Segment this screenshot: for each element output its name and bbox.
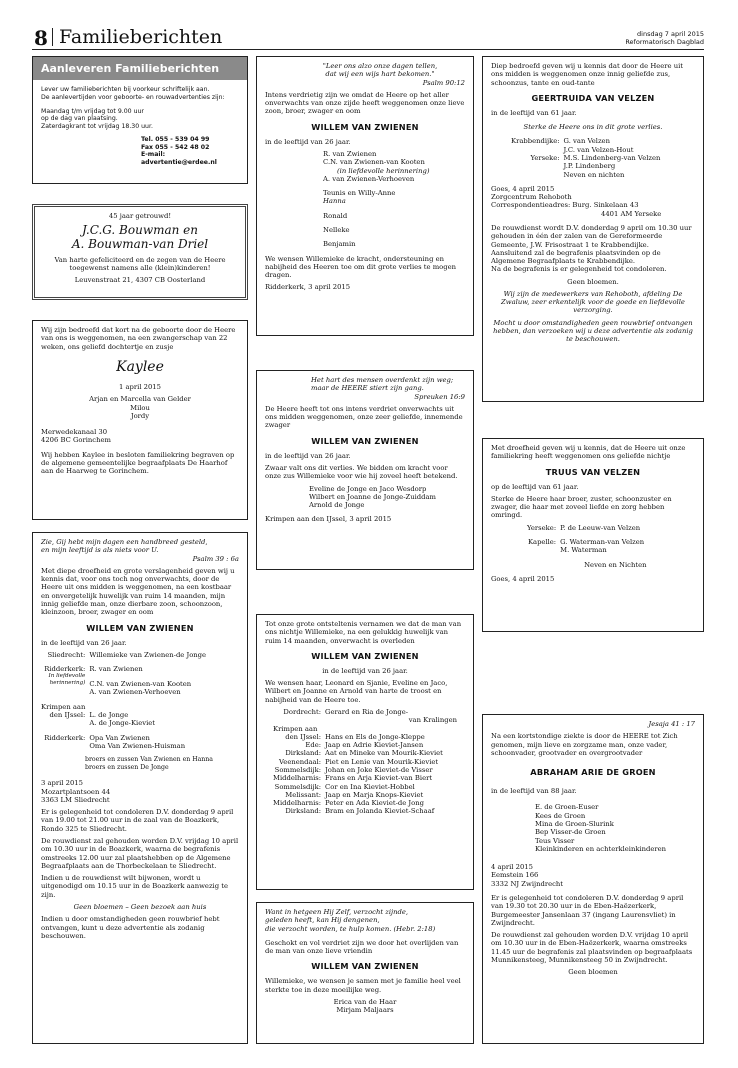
relative: Kees de Groen — [535, 811, 586, 820]
intro-text: Intens verdrietig zijn we omdat de Heere op het aller onverwachts van onze zijde heeft weggenomen onze lieve zoon, broer, zwager en oom — [265, 90, 465, 116]
willem-announcement-3 — [256, 370, 474, 570]
age: in de leeftijd van 61 jaar. — [491, 108, 577, 117]
relative: J.C. van Velzen-Hout — [563, 145, 634, 154]
intro-text: Met diepe droefheid en grote verslagenheid geven wij u kennis dat, voor ons toch nog onverwachts, door de Heere uit ons midden is weggenomen, na een kostbaar en onvergetelijk huwelijk van ruim 14 maanden, mijn innig geliefde man, onze dierbare zoon, schoonzoon, kleinzoon, broer, zwager en oom — [41, 566, 235, 617]
aanleveren-line: Maandag t/m vrijdag tot 9.00 uur — [41, 107, 144, 115]
no-flowers: Geen bloemen — [568, 968, 618, 977]
date: 4 april 2015 — [491, 863, 533, 872]
relative: Neven en nichten — [563, 170, 625, 179]
relative: Frans en Arja Kieviet-van Biert — [325, 774, 433, 783]
outro-text: We wensen Willemieke de kracht, ondersteuning en nabijheid des Heeren toe om dit grote verlies te mogen dragen. — [265, 254, 457, 280]
family-list — [265, 150, 465, 249]
address: Merwedekanaal 30 — [41, 428, 108, 437]
relative: Benjamin — [323, 240, 356, 249]
relative: Eveline de Jonge en Jaco Wesdorp — [309, 484, 427, 493]
relative: Cor en Ina Kieviet-Hobbel — [325, 782, 415, 791]
relative: Neven en Nichten — [584, 560, 647, 569]
note: (in liefdevolle herinnering) — [337, 166, 430, 175]
age: in de leeftijd van 88 jaar. — [491, 787, 577, 796]
age: in de leeftijd van 26 jaar. — [265, 137, 351, 146]
relative: Gerard en Ria de Jonge- — [325, 707, 409, 716]
address: Correspondentieadres: Burg. Sinkelaan 43 — [491, 201, 639, 210]
relative: A. van Zwienen-Verhoeven — [323, 174, 415, 183]
address: Mozartplantsoen 44 — [41, 787, 111, 796]
address: 4206 BC Gorinchem — [41, 436, 111, 445]
relative: G. Waterman-van Velzen — [560, 537, 645, 546]
sender: Erica van de Haar — [333, 997, 397, 1006]
willem-announcement-4 — [256, 614, 474, 890]
place: Krimpen aan — [273, 724, 318, 733]
place: Middelharnis: — [273, 774, 322, 783]
place: Kapelle: — [527, 537, 557, 546]
place — [273, 716, 321, 724]
siblings — [41, 756, 239, 771]
burial-text: Aansluitend zal de begrafenis plaatsvinden op de Algemene Begraafplaats te Krabbendijke. — [491, 248, 661, 266]
quote-line: Want in hetgeen Hij Zelf, verzocht zijnde, — [265, 908, 409, 916]
siblings-line: broers en zussen Van Zwienen en Hanna — [85, 756, 213, 764]
relative: M.S. Lindenberg-van Velzen — [563, 153, 661, 162]
page-number: 8 — [34, 26, 48, 50]
relative: Oma Van Zwienen-Huisman — [89, 741, 186, 750]
couple-name-2: A. Bouwman-van Driel — [71, 237, 209, 252]
deceased-name: ABRAHAM ARIE DE GROEN — [530, 767, 656, 778]
no-flowers: Geen bloemen. — [567, 277, 619, 286]
aanleveren-line: Lever uw familieberichten bij voorkeur schriftelijk aan. — [41, 86, 210, 94]
intro-text: Diep bedroefd geven wij u kennis dat door de Heere uit ons midden is weggenomen onze innig geliefde zus, schoonzus, tante en oud-tante — [491, 62, 684, 87]
place: Yerseke: — [527, 523, 557, 532]
deceased-name: GEERTRUIDA VAN VELZEN — [531, 92, 655, 103]
quote: Sterke de Heere ons in dit grote verlies. — [523, 123, 663, 132]
age: op de leeftijd van 61 jaar. — [491, 482, 579, 491]
relative: Piet en Lenie van Mourik-Kieviet — [325, 757, 439, 766]
aanleveren-line: op de dag van plaatsing. — [41, 115, 118, 123]
place: Yerseke: — [530, 153, 560, 162]
message-text: Willemieke, we wensen je samen met je familie heel veel sterkte toe in deze moeilijke weg. — [265, 977, 461, 994]
aanleveren-contact — [41, 136, 239, 166]
relative: Ronald — [323, 211, 348, 220]
message-text: Zwaar valt ons dit verlies. We bidden om kracht voor onze zus Willemieke voor wie hij zoveel heeft betekend. — [265, 463, 458, 481]
intro-text: Na een kortstondige ziekte is door de HEERE tot Zich genomen, mijn lieve en zorgzame man, onze vader, schoonvader, grootvader en overgrootvader — [491, 732, 678, 757]
address: Leuvenstraat 21, 4307 CB Oosterland — [74, 276, 206, 285]
quote-line: dat wij een wijs hart bekomen." — [325, 70, 435, 79]
issue-date: dinsdag 7 april 2015 — [637, 30, 704, 38]
deceased-name: TRUUS VAN VELZEN — [545, 466, 641, 477]
header-dateline — [625, 30, 704, 46]
address: 3363 LM Sliedrecht — [41, 795, 110, 804]
relative: Jaap en Marja Knops-Kieviet — [325, 790, 424, 799]
page-header — [32, 22, 704, 50]
date: 3 april 2015 — [41, 779, 83, 788]
date: 1 april 2015 — [119, 382, 161, 391]
relative: C.N. van Zwienen-van Kooten — [323, 158, 425, 167]
date: Goes, 4 april 2015 — [491, 184, 555, 193]
quote-line: "Leer ons alzo onze dagen tellen, — [322, 62, 438, 70]
intro-text: Tot onze grote ontsteltenis vernamen we dat de man van ons nichtje Willemieke, na een gelukkig huwelijk van ruim 14 maanden, onverwacht is overleden — [265, 620, 462, 645]
relative: van Kralingen — [408, 716, 457, 725]
relative: Wilbert en Joanne de Jonge-Zuiddam — [309, 492, 436, 501]
age: in de leeftijd van 26 jaar. — [322, 666, 408, 675]
relative: L. de Jonge — [89, 711, 129, 720]
relative: Bram en Jolanda Kieviet-Schaaf — [325, 807, 435, 816]
quote-line: en mijn leeftijd is als niets voor U. — [41, 546, 159, 555]
place: Veenendaal: — [279, 757, 322, 766]
place: Ede: — [305, 741, 322, 750]
relative: Jaap en Adrie Kieviet-Jansen — [325, 741, 424, 750]
family-table — [41, 651, 239, 750]
relative: M. Waterman — [560, 546, 607, 555]
relative: Mina de Groen-Slurink — [535, 819, 614, 828]
notice-text: Mocht u door omstandigheden geen rouwbrief ontvangen hebben, dan verzoeken wij u deze advertentie als zodanig te beschouwen. — [493, 318, 693, 344]
deceased-name: WILLEM VAN ZWIENEN — [311, 961, 419, 972]
relative: A. van Zwienen-Verhoeven — [89, 688, 181, 697]
truus-announcement — [482, 438, 704, 632]
relative: Hanna — [323, 197, 346, 206]
condolence-text: Er is gelegenheid tot condoleren D.V. donderdag 9 april van 19.00 tot 21.00 uur in de zaal van de Boazkerk, Rondo 325 te Sliedrecht. — [41, 808, 234, 833]
place: Dirksland: — [285, 749, 322, 758]
place-date: Krimpen aan den IJssel, 3 april 2015 — [265, 515, 392, 524]
family-list — [265, 485, 465, 510]
abraham-announcement — [482, 714, 704, 1044]
place: Krabbendijke: — [511, 137, 560, 146]
intro-text: Met droefheid geven wij u kennis, dat de Heere uit onze familiekring heeft weggenomen ons geliefde nichtje — [491, 444, 686, 461]
contact-email[interactable]: E-mail: advertentie@erdee.nl — [141, 151, 217, 166]
quote-line: Het hart des mensen overdenkt zijn weg; — [311, 376, 454, 384]
place-date: Goes, 4 april 2015 — [491, 574, 555, 583]
thanks-text: Wij zijn de medewerkers van Rehoboth, afdeling De Zwaluw, zeer erkentelijk voor de goede en liefdevolle verzorging. — [501, 289, 685, 315]
anniversary-line: 45 jaar getrouwd! — [108, 212, 172, 220]
willem-announcement-5 — [256, 902, 474, 1044]
age: in de leeftijd van 26 jaar. — [265, 451, 351, 460]
aanleveren-title: Aanleveren Familieberichten — [33, 57, 247, 80]
family-table — [491, 524, 695, 569]
relative: Teus Visser — [535, 836, 575, 845]
quote-ref: Jesaja 41 : 17 — [648, 720, 695, 728]
quote-line: maar de HEERE stiert zijn gang. — [311, 384, 424, 393]
deceased-name: WILLEM VAN ZWIENEN — [86, 622, 194, 633]
place-date: Ridderkerk, 3 april 2015 — [265, 283, 351, 292]
quote-line: geleden heeft, kan Hij dengenen, — [265, 916, 380, 925]
header-divider — [52, 28, 53, 46]
quote-ref: Psalm 39 : 6a — [192, 554, 239, 563]
aanleveren-line: De aanlevertijden voor geboorte- en rouwadvertenties zijn: — [41, 93, 225, 101]
outro-text: Wij hebben Kaylee in besloten familiekring begraven op de algemene gemeentelijke begraafplaats De Haarhof aan de Haarweg te Gorinchem. — [41, 450, 235, 476]
invite-text: Indien u de rouwdienst wilt bijwonen, wordt u uitgenodigd om 10.15 uur in de Boazkerk aanwezig te zijn. — [41, 874, 228, 899]
place: Dirksland: — [285, 807, 322, 816]
message-text: Sterke de Heere haar broer, zuster, schoonzuster en zwager, die haar met zoveel liefde en zorg hebben omringd. — [491, 494, 672, 520]
family-name: Milou — [130, 403, 150, 412]
family-table — [491, 137, 695, 178]
intro-text: Geschokt en vol verdriet zijn we door het overlijden van de man van onze lieve vriendin — [265, 938, 459, 956]
relative: P. de Leeuw-van Velzen — [560, 523, 641, 532]
address: 4401 AM Yerseke — [601, 209, 662, 218]
place: Sliedrecht: — [47, 650, 86, 659]
relative: Arnold de Jonge — [309, 501, 365, 510]
message-text: We wensen haar, Leonard en Sjanie, Eveline en Jaco, Wilbert en Joanne en Arnold van harte de troost en nabijheid van de Heere toe. — [265, 679, 448, 704]
intro-text: De Heere heeft tot ons intens verdriet onverwachts uit ons midden weggenomen, onze zeer geliefde, innemende zwager — [265, 404, 463, 430]
note: In liefdevolle — [48, 673, 86, 680]
place: Sommelsdijk: — [274, 782, 322, 791]
aanleveren-line: Zaterdagkrant tot vrijdag 18.30 uur. — [41, 122, 153, 130]
place: Sommelsdijk: — [274, 765, 322, 774]
condolence-text: Na de begrafenis is er gelegenheid tot condoleren. — [491, 265, 667, 274]
family-list — [491, 803, 695, 853]
condolence-text: Er is gelegenheid tot condoleren D.V. donderdag 9 april van 19.30 tot 20.30 uur in de Eben-Haëzerkerk, Burgemeester Jansenlaan 37 (ingang Laurensvliet) in Zwijndrecht. — [491, 893, 684, 927]
couple-names — [43, 224, 237, 252]
sender: Mirjam Maljaars — [336, 1006, 394, 1015]
no-flowers: Geen bloemen – Geen bezoek aan huis — [73, 902, 207, 911]
relative: E. de Groen-Euser — [535, 803, 599, 812]
place: Krimpen aan — [41, 702, 86, 711]
intro-text: Wij zijn bedroefd dat kort na de geboorte door de Heere van ons is weggenomen, na een zwangerschap van 22 weken, ons geliefd dochtertje en zusje — [41, 326, 236, 351]
relative: Johan en Joke Kieviet-de Visser — [325, 765, 433, 774]
kaylee-announcement — [32, 320, 248, 520]
relative: Opa Van Zwienen — [89, 733, 150, 742]
family-name: Arjan en Marcella van Gelder — [89, 395, 191, 404]
paper-name: Reformatorisch Dagblad — [625, 38, 704, 47]
service-text: De rouwdienst zal gehouden worden D.V. vrijdag 10 april om 10.30 uur in de Eben-Haëzerkerk, waarna omstreeks 11.45 uur de begrafenis zal plaatsvinden op begraafplaats Munnikensteeg, Munnikensteeg 50 in Zwijndrecht. — [491, 931, 693, 964]
relative: Nelleke — [323, 225, 350, 234]
section-title: Familieberichten — [59, 26, 223, 48]
relative: Hans en Els de Jonge-Kleppe — [325, 732, 425, 741]
bouwman-announcement — [32, 204, 248, 300]
relative: Kleinkinderen en achterkleinkinderen — [535, 844, 667, 853]
quote — [41, 538, 239, 555]
relative: R. van Zwienen — [323, 149, 377, 158]
family-name: Jordy — [130, 411, 150, 420]
family-table — [265, 708, 465, 816]
quote-line: die verzocht worden, te hulp komen. (Hebr. 2:18) — [265, 924, 436, 933]
couple-name-1: J.C.G. Bouwman en — [82, 223, 198, 238]
deceased-name: Kaylee — [116, 358, 164, 375]
contact-phone: Tel. 055 - 539 04 99 — [141, 136, 210, 144]
relative: Peter en Ada Kieviet-de Jong — [325, 799, 424, 808]
quote — [265, 62, 465, 79]
willem-announcement-2 — [256, 56, 474, 336]
deceased-name: WILLEM VAN ZWIENEN — [311, 650, 419, 661]
deceased-name: WILLEM VAN ZWIENEN — [311, 121, 419, 132]
contact-fax: Fax 055 - 542 48 02 — [141, 143, 210, 151]
notice-text: Indien u door omstandigheden geen rouwbrief hebt ontvangen, kunt u deze advertentie als zodanig beschouwen. — [41, 915, 220, 940]
place: den IJssel: — [49, 711, 86, 720]
relative: A. de Jonge-Kieviet — [89, 719, 156, 728]
quote — [265, 376, 465, 393]
siblings-line: broers en zussen De Jonge — [85, 763, 169, 771]
aanleveren-box — [32, 56, 248, 184]
quote — [265, 908, 465, 933]
relative: Aat en Mineke van Mourik-Kieviet — [325, 749, 443, 758]
congratulation-text: Van harte gefeliciteerd en de zegen van de Heere toegewenst namens alle (klein)kinderen! — [54, 255, 226, 273]
relative — [325, 725, 465, 733]
service-text: De rouwdienst zal gehouden worden D.V. vrijdag 10 april om 10.30 uur in de Boazkerk, waarna de begrafenis omstreeks 12.00 uur zal plaatshebben op de Algemene Begraafplaats aan de Thorbeckelaan te Sliedrecht. — [41, 836, 239, 870]
place: Ridderkerk: — [44, 665, 86, 674]
note: herinnering) — [49, 680, 86, 687]
quote-ref: Spreuken 16:9 — [414, 392, 465, 401]
quote-ref: Psalm 90:12 — [422, 78, 465, 87]
place: Ridderkerk: — [44, 733, 86, 742]
place: Melissant: — [285, 790, 322, 799]
age: in de leeftijd van 26 jaar. — [41, 638, 127, 647]
place: den IJssel: — [285, 732, 322, 741]
quote-line: Zie, Gij hebt mijn dagen een handbreed gesteld, — [41, 538, 208, 546]
service-text: De rouwdienst wordt D.V. donderdag 9 april om 10.30 uur gehouden in één der zalen van de Gereformeerde Gemeente, J.W. Frisostraat 1 te Krabbendijke. — [491, 223, 692, 249]
address: Zorgcentrum Rehoboth — [491, 193, 572, 202]
family-names — [41, 395, 239, 420]
address: 3332 NJ Zwijndrecht — [491, 879, 564, 888]
relative: C.N. van Zwienen-van Kooten — [89, 680, 192, 689]
geertruida-announcement — [482, 56, 704, 402]
relative: J.P. Lindenberg — [563, 162, 616, 171]
place: Dordrecht: — [283, 707, 322, 716]
deceased-name: WILLEM VAN ZWIENEN — [311, 435, 419, 446]
relative: Bep Visser-de Groen — [535, 828, 606, 837]
place: Middelharnis: — [273, 799, 322, 808]
relative: G. van Velzen — [563, 137, 610, 146]
senders — [265, 998, 465, 1015]
relative: R. van Zwienen — [89, 665, 143, 674]
address: Eemstein 166 — [491, 871, 539, 880]
relative: Teunis en Willy-Anne — [323, 189, 396, 198]
relative: Willemieke van Zwienen-de Jonge — [89, 650, 207, 659]
willem-announcement-1 — [32, 532, 248, 1044]
